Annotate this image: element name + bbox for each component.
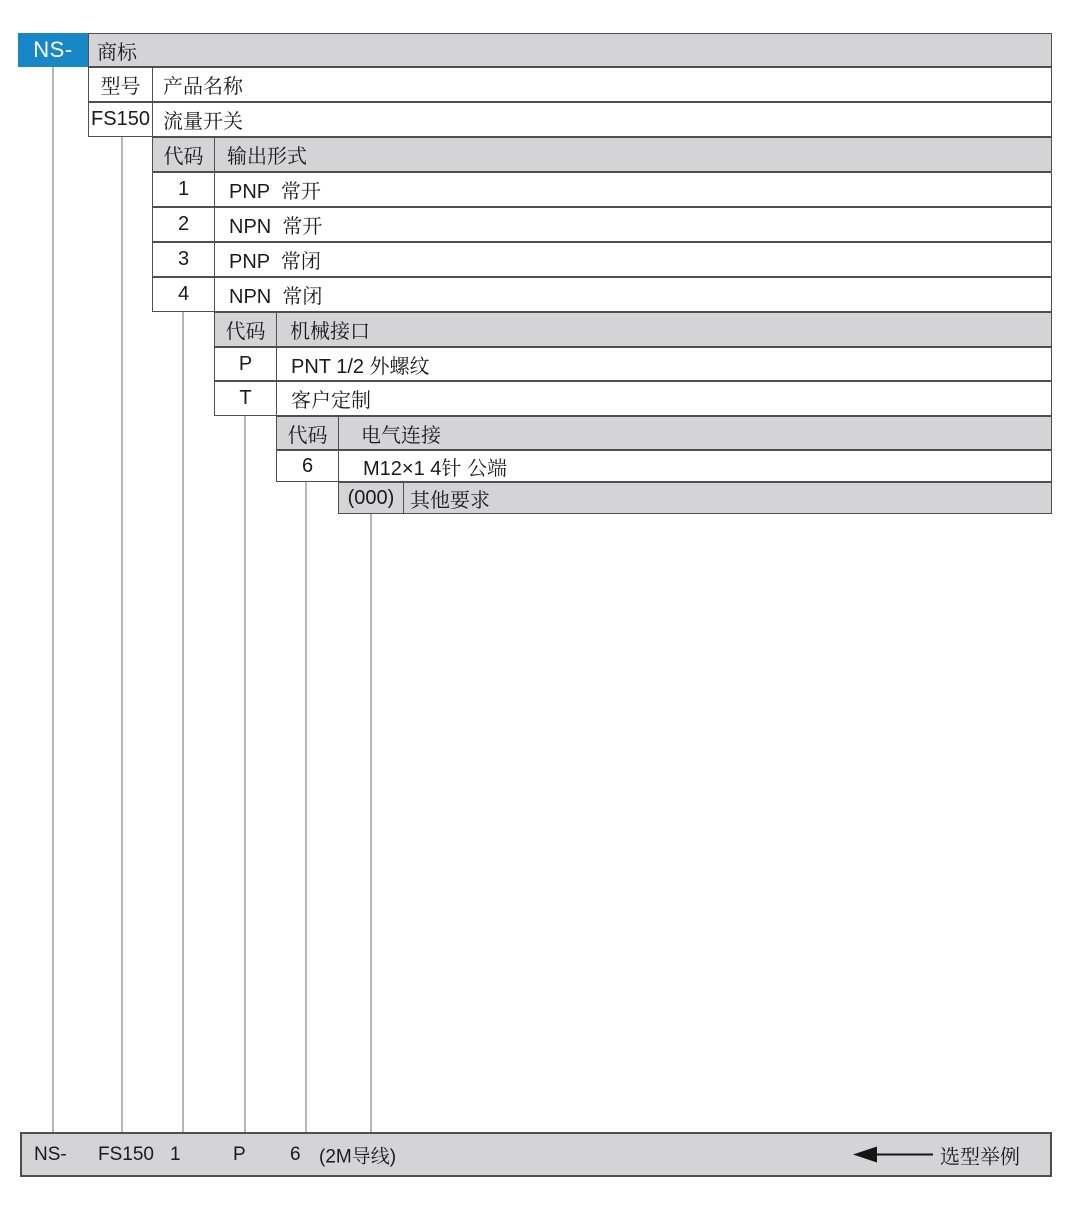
output-row-desc: NPN 常闭 xyxy=(229,286,323,308)
example-part-mech: P xyxy=(233,1143,246,1165)
mech-row-desc: PNT 1/2 外螺纹 xyxy=(291,355,430,378)
other-row-desc: 其他要求 xyxy=(410,489,490,512)
mech-header-row xyxy=(214,312,1052,347)
elec-row-code: 6 xyxy=(277,451,339,481)
model-row-desc: 流量开关 xyxy=(163,111,243,133)
connector-line-model xyxy=(121,137,123,1132)
example-part-output: 1 xyxy=(170,1143,181,1165)
model-header-row xyxy=(88,67,1052,102)
mech-row-p xyxy=(214,347,1052,381)
mech-header-desc: 机械接口 xyxy=(290,321,370,343)
other-requirements-row xyxy=(338,482,1052,514)
mech-row-code: P xyxy=(215,348,277,380)
connector-line-output xyxy=(182,312,184,1132)
output-row-code: 1 xyxy=(153,173,215,206)
connector-line-prefix xyxy=(52,67,54,1132)
output-header-row xyxy=(152,137,1052,172)
output-row-3 xyxy=(152,242,1052,277)
connector-line-elec xyxy=(305,482,307,1132)
output-header-desc: 输出形式 xyxy=(227,146,307,168)
brand-prefix-label: NS- xyxy=(33,37,73,62)
output-row-desc: PNP 常开 xyxy=(229,181,321,203)
output-row-desc: NPN 常开 xyxy=(229,216,323,238)
output-row-code: 3 xyxy=(153,243,215,276)
mech-row-desc: 客户定制 xyxy=(291,390,371,412)
mech-row-code: T xyxy=(215,382,277,415)
trademark-row xyxy=(88,33,1052,67)
output-row-code: 2 xyxy=(153,208,215,241)
selection-example-bar xyxy=(20,1132,1052,1177)
mech-row-t xyxy=(214,381,1052,416)
example-part-elec: 6 xyxy=(290,1143,301,1165)
output-row-desc: PNP 常闭 xyxy=(229,251,321,273)
other-row-code: (000) xyxy=(339,483,404,513)
elec-row-desc: M12×1 4针 公端 xyxy=(363,457,507,480)
example-part-model: FS150 xyxy=(98,1143,154,1165)
output-header-code: 代码 xyxy=(153,138,215,171)
example-part-prefix: NS- xyxy=(34,1143,67,1165)
mech-header-code: 代码 xyxy=(215,313,277,346)
model-row-code: FS150 xyxy=(89,103,153,136)
model-header-desc: 产品名称 xyxy=(163,76,243,98)
elec-row-6 xyxy=(276,450,1052,482)
brand-prefix-box xyxy=(18,33,88,67)
elec-header-code: 代码 xyxy=(277,417,339,449)
connector-line-mech xyxy=(244,416,246,1132)
model-header-code: 型号 xyxy=(89,68,153,101)
trademark-label: 商标 xyxy=(97,41,137,64)
model-row-fs150 xyxy=(88,102,1052,137)
output-row-2 xyxy=(152,207,1052,242)
arrow-left-icon xyxy=(853,1147,877,1163)
example-arrow xyxy=(853,1140,1020,1169)
elec-header-desc: 电气连接 xyxy=(361,424,441,447)
example-arrow-label: 选型举例 xyxy=(940,1146,1020,1168)
elec-header-row xyxy=(276,416,1052,450)
arrow-line xyxy=(877,1154,933,1156)
output-row-1 xyxy=(152,172,1052,207)
output-row-4 xyxy=(152,277,1052,312)
example-part-other: (2M导线) xyxy=(319,1146,397,1167)
connector-line-other xyxy=(370,514,372,1132)
output-row-code: 4 xyxy=(153,278,215,311)
